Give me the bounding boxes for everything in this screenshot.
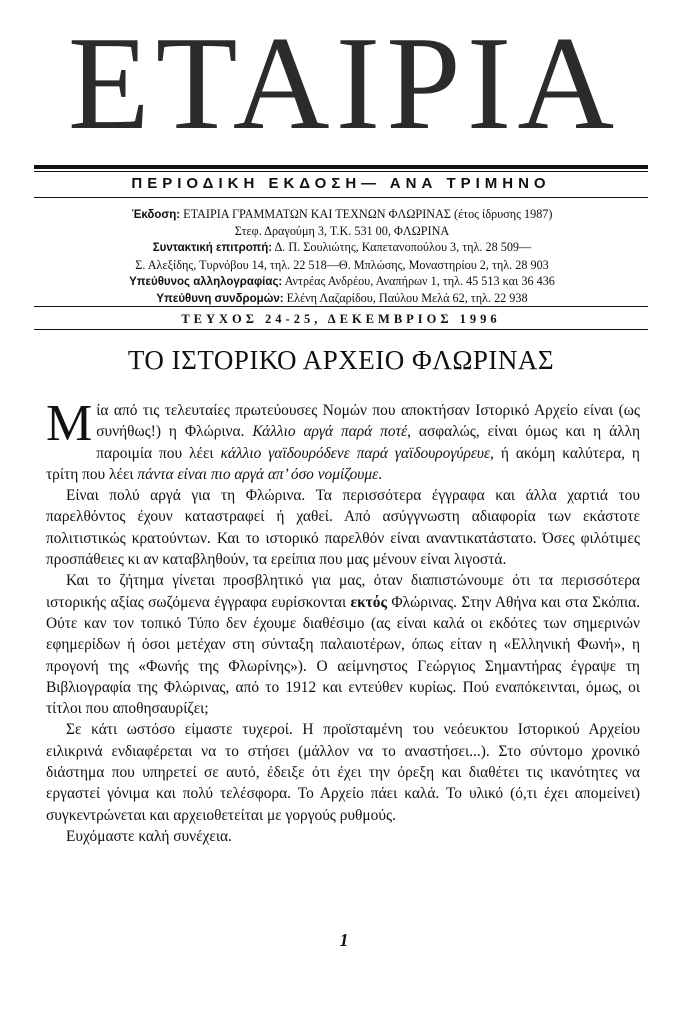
issue-rule-bottom [34,329,648,330]
p1-text-c: , ασφαλώς, είναι όμως και η άλλη παροιμία που λέει [96,423,640,462]
subtitle-rule [34,197,648,198]
paragraph-1 [46,395,640,485]
p1-text-a: ία από τις τελευταίες πρωτεύουσες Νομών που αποκτήσαν Ιστορικό Αρχείο είναι (ως συνήθως!) η Φλώρινα. [96,402,640,441]
paragraph-5: Ευχόμαστε καλή συνέχεια. [66,827,232,845]
colophon-editorial [60,239,624,256]
colophon-subscriptions [60,290,624,307]
article-title: ΤΟ ΙΣΤΟΡΙΚΟ ΑΡΧΕΙΟ ΦΛΩΡΙΝΑΣ [127,345,555,375]
publication-frequency: ΠΕΡΙΟΔΙΚΗ ΕΚΔΟΣΗ— ΑΝΑ ΤΡΙΜΗΝΟ [131,175,551,192]
p1-proverb-1: Κάλλιο αργά παρά ποτέ [252,423,408,441]
p3-emphasis: εκτός [350,593,387,611]
p1-proverb-3: πάντα είναι πιο αργά απ’ όσο νομίζουμε [137,465,379,483]
paragraph-3 [46,570,640,719]
publisher-address: Στεφ. Δραγούμη 3, Τ.Κ. 531 00, ΦΛΩΡΙΝΑ [234,224,450,239]
article-body [46,395,641,847]
subscriptions-label: Υπεύθυνη συνδρομών: [156,293,284,306]
correspondence-label: Υπεύθυνος αλληλογραφίας: [129,275,283,288]
publisher-label: Έκδοση: [131,209,181,221]
correspondence-text: Αντρέας Ανδρέου, Αναπήρων 1, τηλ. 45 513 και 36 436 [284,273,555,288]
editorial-label: Συντακτική επιτροπή: [152,242,273,255]
editorial-text-1: Δ. Π. Σουλιώτης, Καπετανοπούλου 3, τηλ. 28 509— [274,240,532,255]
paragraph-4: Σε κάτι ωστόσο είμαστε τυχεροί. Η προϊσταμένη του νεόευκτου Ιστορικού Αρχείου ειλικρινά ενδιαφέρεται να το στήσει (μάλλον να το αναστήσει...). Στο σύντομο χρονικό διάστημα που υπηρετεί σε αυτό, έδειξε ότι έχει την όρεξη και διαθέτει τις ικανότητες να εργαστεί γόνιμα και πολύ τελέσφορα. Το Αρχείο πάει καλά. Το υλικό (ό,τι έχει απομείνει) συγκεντρώνεται και αρχειοθετείται με γοργούς ρυθμούς. [46,721,640,824]
p3-text-c: Φλώρινας. Στην Αθήνα και στα Σκόπια. Ούτε καν τον τοπικό Τύπο δεν έχουμε διαθέσιμο (ας είναι καλά οι εκδότες των σημερινών εφημερίδων ή όσοι μετέχαν στη σύνταξη παλαιοτέρων, όπως είταν η «Ελληνική Φωνή», η προγονή της «Φωνής της Φλωρίνης»). Ο αείμνηστος Γεώργιος Σημαντήρας έγραψε τη Βιβλιογραφία της Φλώρινας, από το 1912 και εντεύθεν κυρίως. Πού εναπόκεινται, όμως, οι τίτλοι που αποθησαυρίζει; [46,593,641,718]
subscriptions-text: Ελένη Λαζαρίδου, Παύλου Μελά 62, τηλ. 22 938 [286,291,528,306]
publisher-text: ΕΤΑΙΡΙΑ ΓΡΑΜΜΑΤΩΝ ΚΑΙ ΤΕΧΝΩΝ ΦΛΩΡΙΝΑΣ (έτος ίδρυσης 1987) [183,207,553,221]
p1-text-e: , ή ακόμη καλύτερα, η τρίτη που λέει [46,444,640,483]
masthead-rule-thin [34,171,648,172]
drop-cap: Μ [46,395,93,452]
p1-text-g: . [378,465,382,483]
colophon-publisher [60,206,624,223]
editorial-text-2: Σ. Αλεξίδης, Τυρνόβου 14, τηλ. 22 518—Θ. Μπλώσης, Μοναστηρίου 2, τηλ. 28 903 [135,257,549,272]
issue-line: ΤΕΥΧΟΣ 24-25, ΔΕΚΕΜΒΡΙΟΣ 1996 [181,312,501,326]
p1-proverb-2: κάλλιο γαϊδουρόδενε παρά γαϊδουρογύρευε [220,444,491,462]
page-number: 1 [339,930,349,950]
p3-text-a: Και το ζήτημα γίνεται προσβλητικό για μας, όταν διαπιστώνουμε ότι τα περισσότερα ιστορικής αξίας σωζόμενα έγγραφα ευρίσκονται [46,572,640,611]
colophon-correspondence [60,273,624,290]
issue-rule-top [34,306,648,307]
colophon [60,206,624,307]
masthead-title: ΕΤΑΙΡΙΑ [67,9,621,157]
masthead-rule-thick [34,165,648,169]
paragraph-2: Είναι πολύ αργά για τη Φλώρινα. Τα περισσότερα έγγραφα και άλλα χαρτιά του παρελθόντος έχουν καταστραφεί ή χαθεί. Από ασύγγνωστη αδιαφορία των εκάστοτε πολιτιστικώς κρατούντων. Και το ιστορικό παρελθόν είναι αναντικατάστατο. Όσες φιλότιμες προσπάθειες κι αν καταβληθούν, τα ερείπια που μας μένουν είναι λιγοστά. [46,487,640,569]
